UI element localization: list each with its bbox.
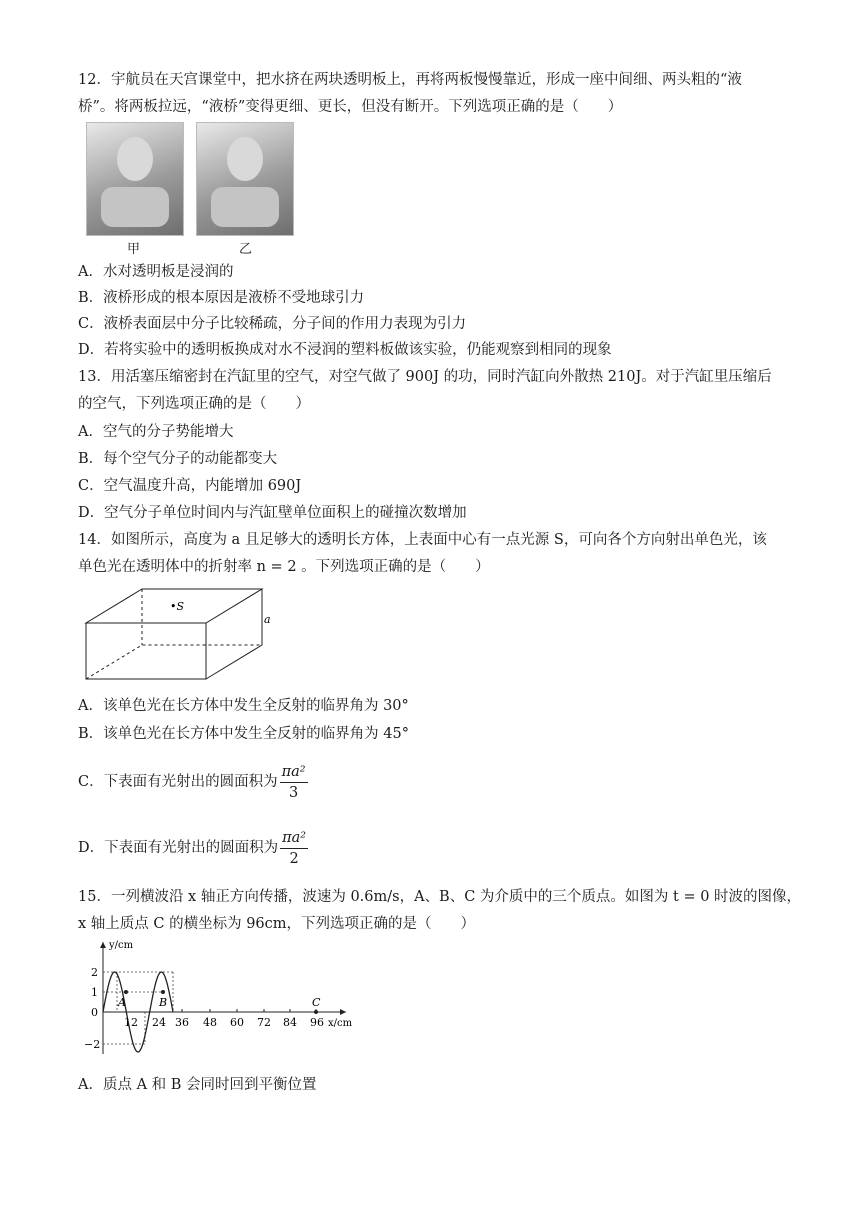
wave-graph <box>78 936 378 1061</box>
q15-stem-line2: x 轴上质点 C 的横坐标为 96cm，下列选项正确的是（ ） <box>78 916 476 932</box>
x-tick-48: 48 <box>203 1016 217 1029</box>
light-source-label: •S <box>170 600 185 613</box>
q14-stem-line1: 14．如图所示，高度为 a 且足够大的透明长方体，上表面中心有一点光源 S，可向各个方向射出单色光，该 <box>78 532 767 548</box>
q14-option-d-text: D．下表面有光射出的圆面积为 <box>78 840 279 856</box>
y-axis-label: y/cm <box>109 940 134 951</box>
q14-stem-line2: 单色光在透明体中的折射率 n = 2 。下列选项正确的是（ ） <box>78 559 490 575</box>
q13-stem-line1: 13．用活塞压缩密封在汽缸里的空气，对空气做了 900J 的功，同时汽缸向外散热 210J。对于汽缸里压缩后 <box>78 369 772 385</box>
q12-option-b: B．液桥形成的根本原因是液桥不受地球引力 <box>78 290 365 306</box>
q14-option-d <box>78 826 308 872</box>
q14-option-c-text: C．下表面有光射出的圆面积为 <box>78 774 278 790</box>
q13-option-b: B．每个空气分子的动能都变大 <box>78 451 278 467</box>
q13-option-d: D．空气分子单位时间内与汽缸壁单位面积上的碰撞次数增加 <box>78 505 467 521</box>
q14-option-a: A．该单色光在长方体中发生全反射的临界角为 30° <box>78 698 409 714</box>
liquid-bridge-photo-left <box>86 122 184 236</box>
photo-caption-left: 甲 <box>127 242 141 257</box>
q12-option-c: C．液桥表面层中分子比较稀疏，分子间的作用力表现为引力 <box>78 316 467 332</box>
q15-option-a: A．质点 A 和 B 会同时回到平衡位置 <box>78 1077 317 1093</box>
y-tick-1: 1 <box>91 986 98 999</box>
x-tick-36: 36 <box>175 1016 189 1029</box>
x-tick-12: 12 <box>124 1016 138 1029</box>
q12-stem-line2: 桥”。将两板拉远，“液桥”变得更细、更长，但没有断开。下列选项正确的是（ ） <box>78 99 623 115</box>
q13-option-c: C．空气温度升高，内能增加 690J <box>78 478 302 494</box>
point-b-label: B <box>159 996 168 1009</box>
q12-option-d: D．若将实验中的透明板换成对水不浸润的塑料板做该实验，仍能观察到相同的现象 <box>78 342 612 358</box>
q14-option-c <box>78 760 308 806</box>
q13-option-a: A．空气的分子势能增大 <box>78 424 234 440</box>
q15-stem-line1: 15．一列横波沿 x 轴正方向传播，波速为 0.6m/s，A、B、C 为介质中的三个质点。如图为 t = 0 时波的图像， <box>78 889 802 905</box>
x-tick-24: 24 <box>152 1016 166 1029</box>
fraction-denominator-d: 2 <box>289 850 299 867</box>
photo-caption-right: 乙 <box>239 242 253 257</box>
point-c-label: C <box>312 996 321 1009</box>
origin-label: 0 <box>91 1006 98 1019</box>
x-axis-label: x/cm <box>328 1018 353 1029</box>
height-label: a <box>264 613 271 626</box>
q13-stem-line2: 的空气，下列选项正确的是（ ） <box>78 396 310 412</box>
cuboid-diagram <box>78 585 278 685</box>
area-fraction-d <box>280 828 308 869</box>
area-fraction-c <box>280 762 308 803</box>
liquid-bridge-photo-right <box>196 122 294 236</box>
fraction-numerator-d: πa² <box>280 828 308 849</box>
x-tick-60: 60 <box>230 1016 244 1029</box>
q14-option-b: B．该单色光在长方体中发生全反射的临界角为 45° <box>78 726 409 742</box>
q12-stem-line1: 12．宇航员在天宫课堂中，把水挤在两块透明板上，再将两板慢慢靠近，形成一座中间细、两头粗的“液 <box>78 72 742 88</box>
fraction-denominator-c: 3 <box>288 784 299 801</box>
x-tick-96: 96 <box>310 1016 324 1029</box>
y-tick-2: 2 <box>91 966 98 979</box>
x-tick-84: 84 <box>283 1016 297 1029</box>
point-a-label: A <box>118 996 126 1009</box>
fraction-numerator-c: πa² <box>280 762 308 783</box>
x-tick-72: 72 <box>257 1016 271 1029</box>
q12-option-a: A．水对透明板是浸润的 <box>78 264 234 280</box>
y-tick-neg2: −2 <box>84 1038 101 1051</box>
